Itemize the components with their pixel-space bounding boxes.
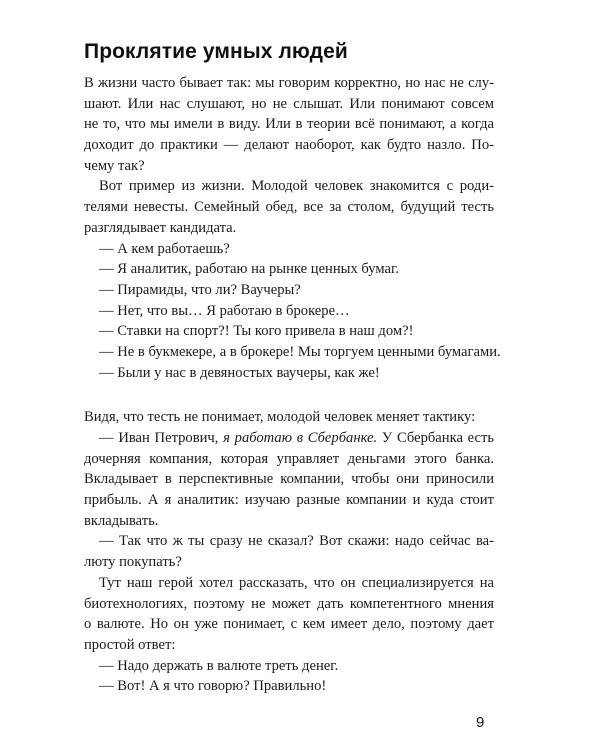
text-line: биотехнологиях, поэтому не может дать компетентного мнения — [84, 595, 494, 612]
dialogue-line: — Нет, что вы… Я работаю в брокере… — [99, 302, 350, 319]
text-line: прибыль. А я аналитик: изучаю разные компании и куда стоит — [84, 492, 494, 509]
dialogue-line: — Я аналитик, работаю на рынке ценных бумаг. — [99, 261, 400, 278]
text-line: вкладывать. — [84, 512, 159, 529]
dialogue-line: — Вот! А я что говорю? Правильно! — [99, 678, 327, 695]
speech-suffix: У Сбербанка есть — [377, 430, 495, 446]
text-line: телями невесты. Семейный обед, все за столом, будущий тесть — [84, 199, 494, 216]
text-line: не то, что мы имели в виду. Или в теории всё понимают, а когда — [84, 116, 494, 133]
speech-italic: я работаю в Сбербанке. — [223, 430, 378, 446]
page-number: 9 — [476, 714, 485, 731]
text-line: простой ответ: — [84, 636, 176, 653]
paragraph-gap — [84, 383, 494, 407]
text-line: о валюте. Но он уже понимает, с кем имеет дело, поэтому дает — [84, 616, 494, 633]
chapter-title: Проклятие умных людей — [84, 40, 348, 63]
text-line: доходит до практики — делают наоборот, как будто назло. По- — [84, 137, 494, 154]
text-line: Вкладывает в перспективные компании, чтобы они приносили — [84, 471, 494, 488]
text-line: В жизни часто бывает так: мы говорим корректно, но нас не слу- — [84, 75, 494, 91]
page-body — [84, 73, 501, 697]
text-line: Вот пример из жизни. Молодой человек знакомится с роди- — [99, 178, 494, 195]
dialogue-line: — Надо держать в валюте треть денег. — [99, 657, 339, 674]
dialogue-line: — А кем работаешь? — [99, 240, 230, 257]
dialogue-line: — Ставки на спорт?! Ты кого привела в наш дом?! — [99, 323, 414, 340]
text-line: шают. Или нас слушают, но не слышат. Или понимают совсем — [84, 95, 494, 112]
dialogue-line: — Так что ж ты сразу не сказал? Вот скажи: надо сейчас ва- — [99, 533, 494, 550]
text-line: Тут наш герой хотел рассказать, что он специализируется на — [99, 574, 494, 591]
dialogue-line: — Не в букмекере, а в брокере! Мы торгуем ценными бумагами. — [99, 343, 501, 360]
text-line: Видя, что тесть не понимает, молодой человек меняет тактику: — [84, 409, 476, 426]
text-line: дочерняя компания, которая управляет деньгами этого банка. — [84, 450, 494, 467]
text-line: разглядывает кандидата. — [84, 219, 237, 236]
text-line: люту покупать? — [84, 554, 182, 571]
dialogue-line: — Пирамиды, что ли? Ваучеры? — [99, 281, 301, 298]
dialogue-line: — Были у нас в девяностых ваучеры, как же! — [99, 364, 380, 381]
dialogue-line — [84, 428, 494, 449]
speech-prefix: — Иван Петрович, — [99, 430, 224, 446]
text-line: чему так? — [84, 157, 145, 174]
